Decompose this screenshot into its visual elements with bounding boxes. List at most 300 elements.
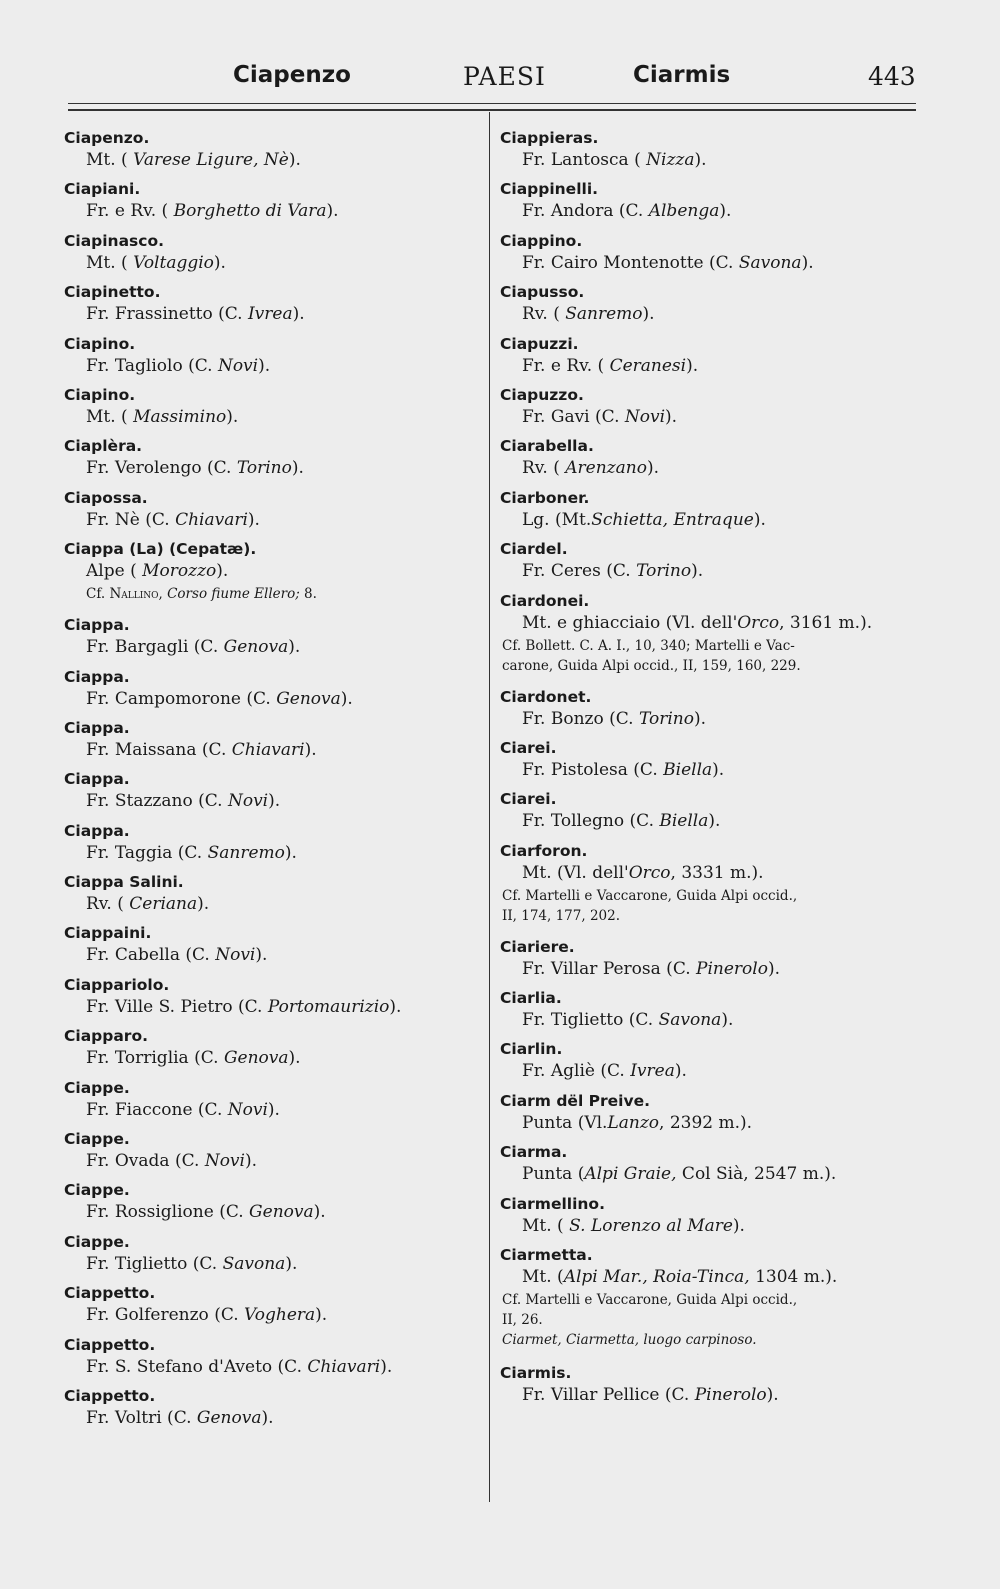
entry-description bbox=[64, 456, 484, 481]
entry-type: Rv. bbox=[522, 458, 548, 479]
entry-paren-open: (C. bbox=[613, 201, 649, 222]
entry-type: Fr. Campomorone bbox=[86, 688, 241, 709]
dictionary-entry bbox=[500, 1245, 920, 1363]
running-header bbox=[68, 62, 916, 98]
entry-paren-open: (C. bbox=[272, 1356, 308, 1377]
entry-headword: Ciapossa. bbox=[64, 488, 148, 507]
entry-paren-close: ). bbox=[646, 458, 659, 479]
entry-location: Voghera bbox=[244, 1305, 316, 1326]
dictionary-entry bbox=[500, 179, 920, 230]
entry-headword: Ciappe. bbox=[64, 1078, 130, 1097]
entry-headword: Ciarforon. bbox=[500, 841, 588, 860]
entry-paren-open: (C. bbox=[232, 996, 268, 1017]
entry-paren-open: (C. bbox=[192, 791, 228, 812]
entry-paren-close: ). bbox=[216, 561, 229, 582]
entry-headword: Ciarei. bbox=[500, 790, 557, 809]
dictionary-entry bbox=[500, 591, 920, 687]
entry-headword: Ciappa. bbox=[64, 821, 130, 840]
entry-description bbox=[500, 1383, 920, 1408]
entry-paren-close: ). bbox=[642, 304, 655, 325]
entry-description bbox=[500, 1008, 920, 1033]
entry-location: Novi bbox=[227, 1099, 268, 1120]
entry-paren-close: ). bbox=[288, 637, 301, 658]
dictionary-entry bbox=[64, 128, 484, 179]
entry-type: Rv. bbox=[522, 304, 548, 325]
entry-description bbox=[500, 1162, 920, 1187]
entry-location: Voltaggio bbox=[133, 252, 214, 273]
entry-type: Fr. Golferenzo bbox=[86, 1305, 209, 1326]
entry-location: Torino bbox=[638, 708, 694, 729]
entry-headword: Ciarlia. bbox=[500, 989, 562, 1008]
entry-paren-close: ). bbox=[267, 1099, 280, 1120]
left-column bbox=[64, 128, 484, 1437]
dictionary-entry bbox=[64, 821, 484, 872]
dictionary-entry bbox=[64, 1026, 484, 1077]
entry-paren-open: ( bbox=[115, 252, 134, 273]
entry-description bbox=[500, 1059, 920, 1084]
dictionary-entry bbox=[500, 988, 920, 1039]
entry-paren-close: ). bbox=[694, 150, 707, 170]
entry-location: Biella bbox=[659, 811, 709, 832]
dictionary-entry bbox=[64, 231, 484, 282]
entry-paren-open: ( bbox=[156, 201, 174, 222]
dictionary-entry bbox=[64, 539, 484, 615]
entry-description bbox=[500, 199, 920, 224]
note-title: Corso fiume Ellero; bbox=[162, 586, 300, 603]
entry-type: Mt. (Vl. dell' bbox=[522, 862, 629, 883]
entry-paren-close: ). bbox=[288, 150, 301, 170]
entry-reference-note: Cf. Martelli e Vaccarone, Guida Alpi occid., bbox=[502, 887, 798, 904]
entry-type: Fr. e Rv. bbox=[86, 201, 157, 222]
entry-headword: Ciarlin. bbox=[500, 1040, 563, 1059]
entry-type: Fr. Rossiglione bbox=[86, 1202, 214, 1223]
entry-paren-close: ). bbox=[261, 1407, 274, 1428]
entry-location: Savona bbox=[738, 252, 802, 273]
note-author: Nallino, bbox=[109, 586, 163, 603]
entry-type: Fr. Ville S. Pietro bbox=[86, 996, 233, 1017]
entry-description bbox=[500, 809, 920, 834]
entry-description bbox=[500, 707, 920, 732]
entry-location: Borghetto di Vara bbox=[173, 201, 327, 222]
entry-type: Fr. Villar Pellice bbox=[522, 1385, 660, 1406]
entry-headword: Ciappa (La) (Cepatæ). bbox=[64, 540, 257, 559]
entry-type: Fr. Agliè bbox=[522, 1061, 595, 1082]
entry-headword: Ciapparo. bbox=[64, 1027, 148, 1046]
dictionary-entry bbox=[500, 1194, 920, 1245]
entry-description bbox=[64, 1098, 484, 1123]
entry-paren-open: (C. bbox=[623, 1010, 659, 1031]
entry-location: Massimino bbox=[133, 406, 227, 427]
entry-headword: Ciapinasco. bbox=[64, 231, 165, 250]
entry-location: Ivrea bbox=[247, 304, 293, 325]
entry-paren-open: ( bbox=[592, 355, 610, 376]
entry-paren-close: ). bbox=[197, 894, 210, 915]
entry-description bbox=[64, 354, 484, 379]
entry-paren-open: (C. bbox=[212, 304, 248, 325]
entry-description bbox=[500, 302, 920, 327]
entry-type: Mt. bbox=[86, 406, 116, 427]
entry-paren-close: ). bbox=[288, 1048, 301, 1069]
entry-type: Fr. Torriglia bbox=[86, 1048, 189, 1069]
entry-paren-close: ). bbox=[315, 1305, 328, 1326]
entry-paren-open: (C. bbox=[196, 739, 232, 760]
entry-location: Ceriana bbox=[129, 894, 198, 915]
entry-paren-close: ). bbox=[691, 561, 704, 582]
entry-paren-open: (C. bbox=[594, 1061, 631, 1082]
entry-type: Fr. Bonzo bbox=[522, 708, 604, 729]
column-divider bbox=[489, 112, 490, 1502]
dictionary-entry bbox=[500, 1363, 920, 1414]
entry-paren-open: (C. bbox=[659, 1385, 695, 1406]
header-last-entry: Ciarmis bbox=[633, 62, 731, 88]
entry-paren-open: (C. bbox=[139, 509, 176, 530]
entry-type: Fr. Fiaccone bbox=[86, 1099, 193, 1120]
entry-paren-close: ). bbox=[712, 759, 725, 780]
entry-type: Fr. Maissana bbox=[86, 739, 197, 760]
entry-location: Chiavari bbox=[175, 509, 248, 530]
entry-type: Fr. Gavi bbox=[522, 406, 590, 427]
dictionary-entry bbox=[64, 488, 484, 539]
entry-paren-close: ). bbox=[340, 688, 353, 709]
entry-paren-close: ). bbox=[313, 1202, 326, 1223]
entry-location: Ceranesi bbox=[609, 355, 687, 376]
entry-location: Savona bbox=[658, 1010, 722, 1031]
entry-paren-close: ). bbox=[285, 1253, 298, 1274]
entry-paren-close: , 2392 m.). bbox=[659, 1112, 753, 1133]
entry-paren-open: (C. bbox=[660, 958, 697, 979]
dictionary-entry bbox=[64, 282, 484, 333]
entry-reference-note: II, 26. bbox=[502, 1312, 543, 1329]
entry-headword: Ciapuzzo. bbox=[500, 385, 584, 404]
entry-location: Genova bbox=[223, 637, 289, 658]
note-rest: 8. bbox=[299, 586, 317, 603]
entry-location: Chiavari bbox=[307, 1356, 381, 1377]
entry-headword: Ciapino. bbox=[64, 385, 136, 404]
entry-description bbox=[64, 1200, 484, 1225]
entry-location: Orco bbox=[628, 862, 671, 883]
entry-headword: Ciariere. bbox=[500, 937, 575, 956]
entry-paren-close: ). bbox=[226, 406, 239, 427]
entry-location: Genova bbox=[223, 1048, 289, 1069]
entry-headword: Ciappe. bbox=[64, 1232, 130, 1251]
entry-description bbox=[500, 957, 920, 982]
entry-location: Varese Ligure, Nè bbox=[133, 150, 289, 170]
entry-headword: Ciarabella. bbox=[500, 437, 594, 456]
entry-type: Fr. Andora bbox=[522, 201, 614, 222]
entry-paren-open: (C. bbox=[703, 252, 739, 273]
entry-paren-close: ). bbox=[708, 811, 721, 832]
entry-paren-open: (C. bbox=[161, 1407, 197, 1428]
entry-description bbox=[500, 1265, 920, 1290]
entry-paren-open: (C. bbox=[182, 355, 218, 376]
entry-paren-close: ). bbox=[326, 201, 339, 222]
entry-description bbox=[64, 405, 484, 430]
dictionary-entry bbox=[64, 1283, 484, 1334]
entry-type: Fr. Nè bbox=[86, 509, 140, 530]
entry-paren-open: ( bbox=[547, 304, 566, 325]
entry-paren-close: ). bbox=[268, 791, 281, 812]
entry-paren-close: ). bbox=[291, 458, 304, 479]
entry-description bbox=[64, 687, 484, 712]
entry-paren-close: ). bbox=[674, 1061, 687, 1082]
entry-reference-note: II, 174, 177, 202. bbox=[502, 907, 621, 924]
entry-headword: Ciappa. bbox=[64, 616, 130, 635]
entry-paren-close: ). bbox=[801, 252, 814, 273]
entry-type: Mt. bbox=[522, 1215, 552, 1236]
right-column bbox=[500, 128, 920, 1414]
entry-paren-close: 1304 m.). bbox=[749, 1267, 838, 1288]
entry-type: Fr. Frassinetto bbox=[86, 304, 213, 325]
entry-paren-open: (C. bbox=[627, 759, 664, 780]
entry-paren-open: (C. bbox=[240, 688, 277, 709]
entry-type: Punta (Vl. bbox=[522, 1112, 608, 1133]
entry-type: Mt. bbox=[86, 150, 116, 170]
entry-type: Fr. Cabella bbox=[86, 945, 180, 966]
note-prefix: Cf. bbox=[86, 586, 110, 603]
entry-paren-close: ). bbox=[766, 1385, 779, 1406]
entry-description bbox=[500, 405, 920, 430]
entry-headword: Ciapenzo. bbox=[64, 129, 150, 147]
entry-location: Orco bbox=[737, 612, 780, 633]
entry-headword: Ciappa Salini. bbox=[64, 873, 184, 892]
dictionary-entry bbox=[500, 334, 920, 385]
entry-description bbox=[64, 1303, 484, 1328]
entry-headword: Ciarmellino. bbox=[500, 1194, 605, 1213]
entry-location: Savona bbox=[222, 1253, 286, 1274]
entry-paren-open: (C. bbox=[172, 842, 208, 863]
entry-type: Fr. Pistolesa bbox=[522, 759, 628, 780]
entry-headword: Ciapusso. bbox=[500, 283, 585, 302]
entry-location: Novi bbox=[215, 945, 256, 966]
dictionary-entry bbox=[64, 1335, 484, 1386]
dictionary-entry bbox=[500, 687, 920, 738]
dictionary-entry bbox=[500, 436, 920, 487]
entry-paren-open: ( bbox=[115, 406, 134, 427]
dictionary-entry bbox=[64, 975, 484, 1026]
entry-type: Fr. Stazzano bbox=[86, 791, 193, 812]
entry-description bbox=[64, 559, 484, 584]
entry-location: Sanremo bbox=[565, 304, 643, 325]
entry-paren-open: (C. bbox=[188, 1048, 224, 1069]
entry-description bbox=[500, 758, 920, 783]
header-first-entry: Ciapenzo bbox=[233, 62, 351, 88]
entry-headword: Ciappa. bbox=[64, 718, 130, 737]
entry-description bbox=[500, 251, 920, 276]
entry-type: Fr. Tagliolo bbox=[86, 355, 183, 376]
entry-type: Mt. bbox=[86, 252, 116, 273]
dictionary-entry bbox=[64, 718, 484, 769]
entry-description bbox=[500, 456, 920, 481]
dictionary-entry bbox=[64, 436, 484, 487]
entry-type: Fr. Lantosca bbox=[522, 150, 629, 170]
entry-paren-open: (C. bbox=[600, 561, 637, 582]
dictionary-entry bbox=[64, 1078, 484, 1129]
entry-description bbox=[500, 508, 920, 533]
entry-location: Biella bbox=[663, 759, 713, 780]
dictionary-entry bbox=[64, 1129, 484, 1180]
dictionary-entry bbox=[500, 1039, 920, 1090]
entry-headword: Ciapuzzi. bbox=[500, 334, 579, 353]
entry-type: Fr. Cairo Montenotte bbox=[522, 252, 704, 273]
entry-reference-note: Cf. Martelli e Vaccarone, Guida Alpi occid., bbox=[502, 1292, 798, 1309]
entry-type: Alpe bbox=[86, 561, 125, 582]
entry-headword: Ciarmis. bbox=[500, 1364, 572, 1383]
entry-location: Arenzano bbox=[565, 458, 647, 479]
entry-description bbox=[64, 943, 484, 968]
entry-description bbox=[64, 508, 484, 533]
entry-paren-close: ). bbox=[292, 304, 305, 325]
entry-headword: Ciardel. bbox=[500, 540, 568, 559]
dictionary-entry bbox=[64, 923, 484, 974]
entry-type: Fr. Tiglietto bbox=[86, 1253, 188, 1274]
entry-paren-close: ). bbox=[304, 739, 317, 760]
entry-paren-close: ). bbox=[244, 1151, 258, 1172]
entry-type: Mt. e ghiacciaio (Vl. dell' bbox=[522, 612, 738, 633]
page-number: 443 bbox=[868, 62, 916, 91]
entry-location: Torino bbox=[636, 561, 692, 582]
entry-paren-open: (C. bbox=[192, 1099, 228, 1120]
entry-type: Fr. e Rv. bbox=[522, 355, 593, 376]
entry-headword: Ciappetto. bbox=[64, 1335, 156, 1354]
entry-description bbox=[500, 559, 920, 584]
entry-paren-open: (C. bbox=[603, 708, 639, 729]
entry-headword: Ciappinelli. bbox=[500, 180, 599, 199]
entry-headword: Ciarm dël Preive. bbox=[500, 1091, 650, 1110]
entry-paren-close: ). bbox=[255, 945, 268, 966]
entry-paren-open: (C. bbox=[589, 406, 625, 427]
entry-type: Fr. Ceres bbox=[522, 561, 601, 582]
entry-paren-open: ( bbox=[551, 1215, 570, 1236]
dictionary-entry bbox=[64, 667, 484, 718]
dictionary-entry bbox=[64, 385, 484, 436]
entry-type: Fr. S. Stefano d'Aveto bbox=[86, 1356, 273, 1377]
entry-reference-note bbox=[64, 584, 484, 604]
entry-headword: Ciapino. bbox=[64, 334, 136, 353]
dictionary-entry bbox=[500, 1142, 920, 1193]
entry-paren-close: ). bbox=[732, 1215, 745, 1236]
entry-paren-open: ( bbox=[111, 894, 130, 915]
entry-paren-close: ). bbox=[694, 708, 707, 729]
entry-paren-open: (C. bbox=[169, 1151, 205, 1172]
entry-description bbox=[500, 1111, 920, 1136]
entry-description bbox=[64, 1252, 484, 1277]
entry-type: Rv. bbox=[86, 894, 112, 915]
entry-description bbox=[500, 354, 920, 379]
entry-type: Fr. Tiglietto bbox=[522, 1010, 624, 1031]
entry-description bbox=[64, 995, 484, 1020]
entry-location: Genova bbox=[196, 1407, 262, 1428]
entry-type: Fr. Bargagli bbox=[86, 637, 189, 658]
entry-paren-close: , 3331 m.). bbox=[670, 862, 764, 883]
entry-location: Lanzo bbox=[607, 1112, 660, 1133]
entry-paren-open: (C. bbox=[188, 637, 224, 658]
entry-description bbox=[500, 611, 920, 636]
entry-description bbox=[64, 841, 484, 866]
dictionary-entry bbox=[64, 1232, 484, 1283]
entry-headword: Ciappe. bbox=[64, 1130, 130, 1149]
dictionary-entry bbox=[64, 334, 484, 385]
entry-description bbox=[500, 1214, 920, 1239]
entry-type: Fr. Ovada bbox=[86, 1151, 170, 1172]
entry-description bbox=[64, 635, 484, 660]
dictionary-entry bbox=[500, 539, 920, 590]
dictionary-entry bbox=[64, 615, 484, 666]
entry-location: Alpi Graie, bbox=[584, 1164, 677, 1185]
entry-reference-note: Cf. Bollett. C. A. I., 10, 340; Martelli e Vac- bbox=[502, 637, 795, 654]
dictionary-entry bbox=[500, 1091, 920, 1142]
dictionary-entry bbox=[64, 769, 484, 820]
dictionary-entry bbox=[500, 789, 920, 840]
entry-paren-close: ). bbox=[258, 355, 271, 376]
entry-description bbox=[64, 1406, 484, 1431]
entry-headword: Ciardonei. bbox=[500, 591, 590, 610]
entry-description bbox=[64, 892, 484, 917]
entry-location: Morozzo bbox=[142, 561, 217, 582]
entry-headword: Ciapinetto. bbox=[64, 283, 161, 302]
entry-paren-open: ( bbox=[547, 458, 566, 479]
entry-headword: Ciarei. bbox=[500, 738, 557, 757]
entry-paren-close: ). bbox=[767, 958, 780, 979]
entry-type: Fr. Tollegno bbox=[522, 811, 625, 832]
entry-paren-close: ). bbox=[721, 1010, 734, 1031]
header-rule-thick bbox=[68, 109, 916, 111]
entry-paren-close: ). bbox=[284, 842, 297, 863]
entry-paren-close: ). bbox=[247, 509, 260, 530]
entry-location: Torino bbox=[236, 458, 292, 479]
entry-paren-close: ). bbox=[665, 406, 678, 427]
entry-type: Fr. Taggia bbox=[86, 842, 173, 863]
dictionary-entry bbox=[64, 1386, 484, 1437]
entry-location: Novi bbox=[227, 791, 269, 812]
entry-location: Schietta, Entraque bbox=[591, 509, 754, 530]
dictionary-entry bbox=[500, 231, 920, 282]
entry-reference-note: carone, Guida Alpi occid., II, 159, 160, 229. bbox=[502, 657, 801, 674]
dictionary-entry bbox=[500, 488, 920, 539]
dictionary-entry bbox=[500, 128, 920, 179]
entry-location: Novi bbox=[204, 1151, 245, 1172]
entry-paren-close: ). bbox=[753, 509, 766, 530]
entry-paren-open: ( bbox=[628, 150, 647, 170]
entry-location: Ivrea bbox=[630, 1061, 675, 1082]
dictionary-entry bbox=[500, 937, 920, 988]
entry-headword: Ciarma. bbox=[500, 1143, 568, 1162]
entry-paren-close: ). bbox=[213, 252, 226, 273]
dictionary-entry bbox=[64, 179, 484, 230]
entry-location: Alpi Mar., Roia-Tinca, bbox=[563, 1267, 750, 1288]
entry-location: Genova bbox=[249, 1202, 314, 1223]
entry-description bbox=[64, 1355, 484, 1380]
entry-description bbox=[500, 148, 920, 173]
dictionary-entry bbox=[500, 385, 920, 436]
entry-headword: Ciappino. bbox=[500, 231, 583, 250]
entry-description bbox=[64, 789, 484, 814]
entry-location: Pinerolo bbox=[696, 958, 768, 979]
entry-description bbox=[64, 199, 484, 224]
entry-description bbox=[500, 861, 920, 886]
entry-headword: Ciappa. bbox=[64, 770, 130, 789]
header-section: PAESI bbox=[463, 62, 546, 91]
entry-headword: Ciappaini. bbox=[64, 924, 152, 943]
dictionary-entry bbox=[64, 872, 484, 923]
entry-headword: Ciappa. bbox=[64, 667, 130, 686]
entry-type: Fr. Villar Perosa bbox=[522, 958, 661, 979]
entry-paren-open: (C. bbox=[201, 458, 237, 479]
entry-headword: Ciappe. bbox=[64, 1181, 130, 1200]
entry-location: S. Lorenzo al Mare bbox=[569, 1215, 733, 1236]
entry-paren-open: (C. bbox=[187, 1253, 223, 1274]
entry-type: Fr. Voltri bbox=[86, 1407, 162, 1428]
entry-type: Lg. (Mt. bbox=[522, 509, 592, 530]
